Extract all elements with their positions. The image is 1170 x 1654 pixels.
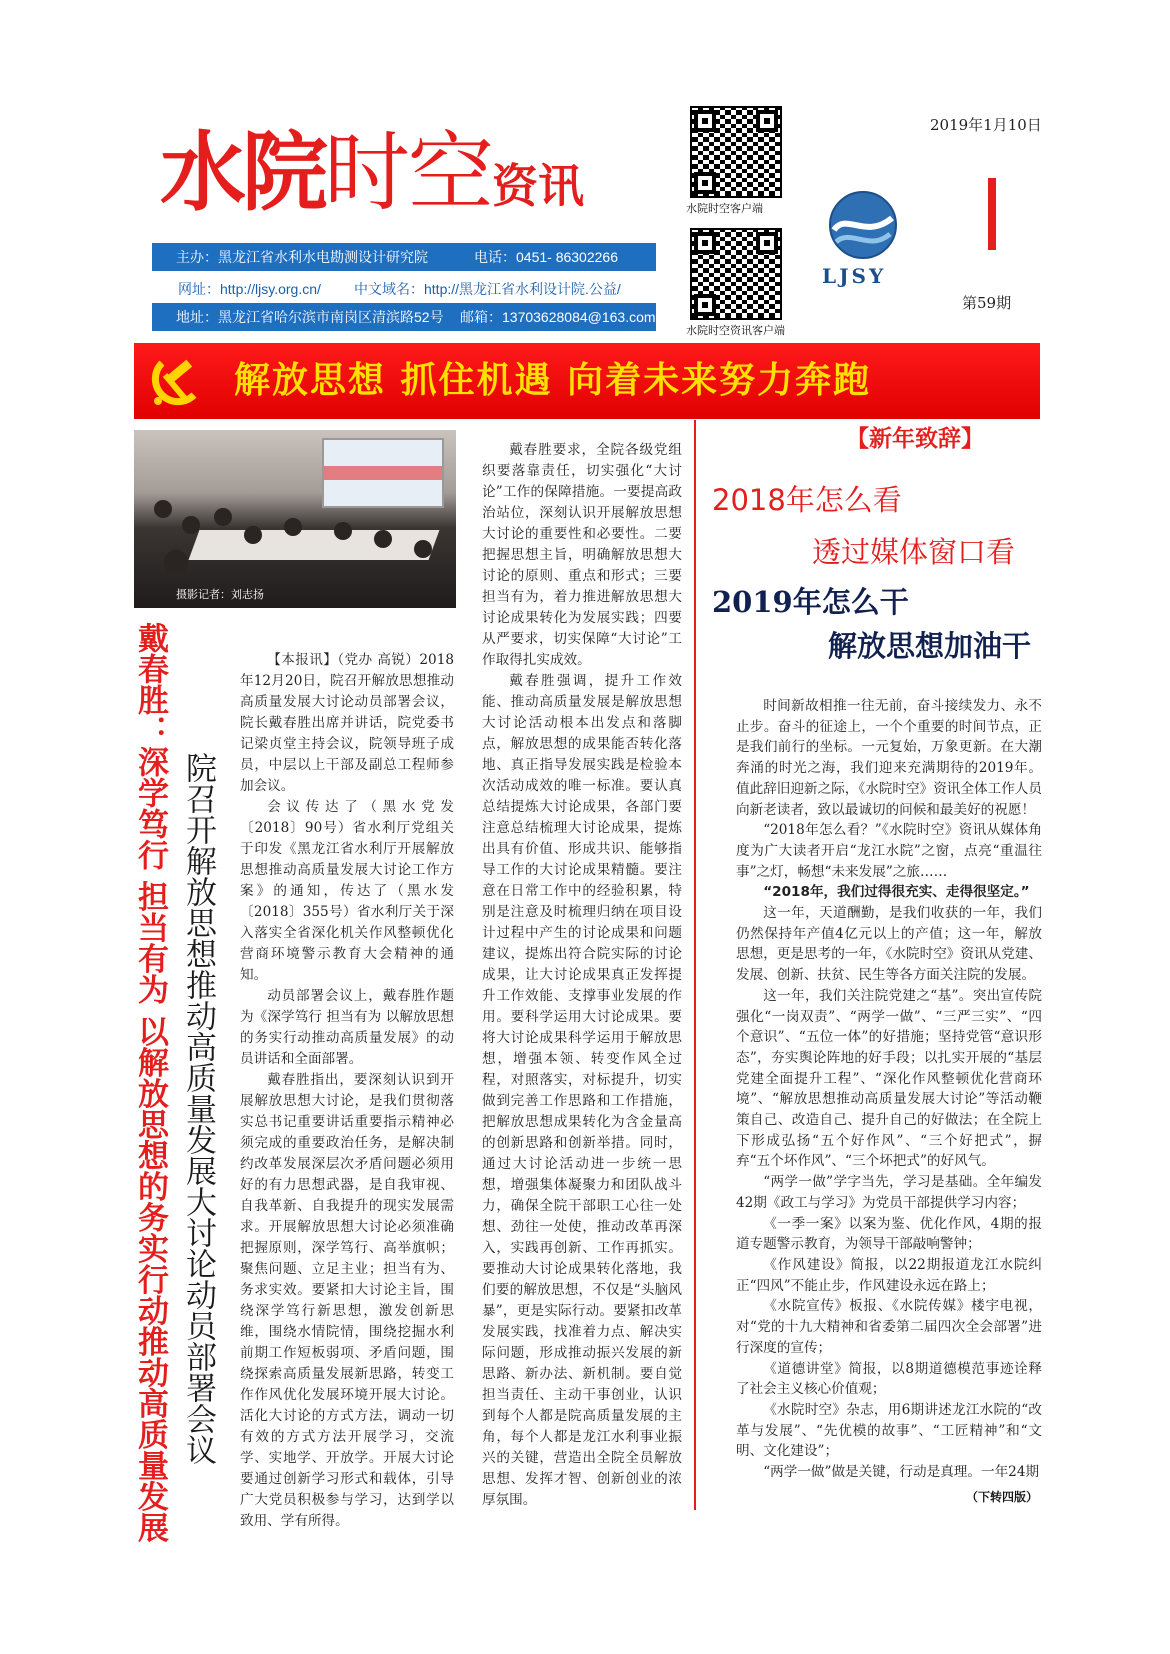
- photo-caption: 摄影记者：刘志扬: [176, 589, 264, 601]
- info-row-web: [152, 276, 656, 302]
- paragraph: 【本报讯】（党办 高锐）2018年12月20日，院召开解放思想推动高质量发展大讨论动员部署会议，院长戴春胜出席并讲话，院党委书记梁贞堂主持会议，院领导班子成员，中层以上干部及副总工程师参加会议。: [240, 652, 454, 794]
- logo-part-3: 资讯: [492, 159, 584, 213]
- qr-code-icon: [690, 106, 782, 198]
- qr-code-news-client[interactable]: [690, 228, 782, 320]
- paragraph: “2018年怎么看？”《水院时空》资讯从媒体角度为广大读者开启“龙江水院”之窗，点亮“重温往事”之灯，畅想“未来发展”之旅……: [736, 822, 1042, 880]
- paragraph: 《水院宣传》板报、《水院传媒》楼宇电视，对“党的十九大精神和省委第二届四次全会部署”进行深度的宣传；: [736, 1298, 1042, 1356]
- meeting-photo: [134, 430, 456, 608]
- qr-code-icon: [690, 228, 782, 320]
- paragraph: 戴春胜指出，要深刻认识到开展解放思想大讨论，是我们贯彻落实总书记重要讲话重要指示精神必须完成的重要政治任务，是解决制约改革发展深层次矛盾问题必须用好的有力思想武器，是自我审视、自我革新、自我提升的现实发展需求。开展解放思想大讨论必须准确把握原则，深学笃行、高举旗帜；聚焦问题、立足主业；担当有为、务求实效。要紧扣大讨论主旨，围绕深学笃行新思想，激发创新思维，围绕水情院情，围绕挖掘水利前期工作短板弱项、矛盾问题，围绕探索高质量发展新思路，转变工作作风优化发展环境开展大讨论。活化大讨论的方式方法，调动一切有效的方式方法开展学习，交流学、实地学、开放学。开展大讨论要通过创新学习形式和载体，引导广大党员积极参与学习，达到学以致用、学有所得。: [240, 1072, 454, 1529]
- org-emblem-icon: [826, 190, 900, 264]
- headline-2018-line1: 2018年怎么看: [712, 483, 902, 517]
- right-article-body: [736, 696, 1042, 1483]
- left-article-column-1: [240, 650, 454, 1532]
- paragraph: 戴春胜强调，提升工作效能、推动高质量发展是解放思想大讨论活动根本出发点和落脚点，解放思想的成果能否转化落地、真正指导发展实践是检验本次活动成效的唯一标准。要认真总结提炼大讨论成果，各部门要注意总结梳理大讨论成果，提炼出具有价值、形成共识、能够指导工作的大讨论成果精髓。要注意在日常工作中的经验积累，特别是注意及时梳理归纳在项目设计过程中产生的讨论成果和问题建议，提炼出符合院实际的讨论成果，让大讨论成果真正发挥提升工作效能、支撑事业发展的作用。要科学运用大讨论成果。要将大讨论成果科学运用于解放思想，增强本领、转变作风全过程，对照落实，对标提升，切实做到完善工作思路和工作措施，把解放思想成果转化为含金量高的创新思路和创新举措。同时，通过大讨论活动进一步统一思想，增强集体凝聚力和团队战斗力，确保全院干部职工心往一处想、劲往一处使，推动改革再深入，实践再创新、工作再抓实。要推动大讨论成果转化落地，我们要的解放思想，不仅是“头脑风暴”，更是实际行动。要紧扣改革发展实践，找准着力点、解决实际问题，形成推动振兴发展的新思路、新办法、新机制。要自觉担当责任、主动干事创业，认识到每个人都是院高质量发展的主角，每个人都是龙江水利事业振兴的关键，营造出全院全员解放思想、发挥才智、创新创业的浓厚氛围。: [482, 673, 682, 1508]
- headline-2019-line2: 解放思想加油干: [828, 629, 1032, 663]
- issue-date: 2019年1月10日: [930, 116, 1042, 134]
- paragraph: “两学一做”学字当先，学习是基础。全年编发42期《政工与学习》为党员干部提供学习内容；: [736, 1174, 1042, 1211]
- masthead-logo: [160, 118, 660, 228]
- sponsor-text: 主办：黑龙江省水利水电勘测设计研究院: [176, 249, 428, 265]
- slogan-banner: [134, 343, 1040, 419]
- email-text: 邮箱：13703628084@163.com: [460, 309, 656, 325]
- qr-caption-news-client: 水院时空资讯客户端: [686, 325, 785, 337]
- left-article-column-2: [482, 440, 682, 1511]
- paragraph: 这一年，天道酬勤，是我们收获的一年，我们仍然保持年产值4亿元以上的产值；这一年，解放思想，更是思考的一年，《水院时空》资讯从党建、发展、创新、扶贫、民生等各方面关注院的发展。: [736, 905, 1042, 984]
- section-kicker: 【新年致辞】: [846, 426, 984, 452]
- cn-domain-link[interactable]: 中文域名：http://黑龙江省水利设计院.公益/: [354, 281, 621, 297]
- sub-headline: 院召开解放思想推动高质量发展大讨论动员部署会议: [180, 752, 216, 1465]
- paragraph: 《道德讲堂》简报，以8期道德模范事迹诠释了社会主义核心价值观；: [736, 1360, 1042, 1398]
- column-divider: [694, 420, 696, 1510]
- paragraph: 动员部署会议上，戴春胜作题为《深学笃行 担当有为 以解放思想的务实行动推动高质量发展》的动员讲话和全面部署。: [240, 988, 454, 1067]
- paragraph: 《作风建设》简报，以22期报道龙江水院纠正“四风”不能止步，作风建设永远在路上；: [736, 1256, 1042, 1294]
- website-link[interactable]: 网址：http://ljsy.org.cn/: [178, 281, 321, 297]
- issue-number: 第59期: [962, 294, 1012, 312]
- projection-screen: [322, 438, 444, 508]
- logo-part-1: 水院: [160, 123, 324, 223]
- headline-2018-line2: 透过媒体窗口看: [812, 535, 1016, 569]
- logo-part-2: 时空: [324, 123, 492, 223]
- headline-2019-line1: 2019年怎么干: [712, 585, 909, 619]
- paragraph: 会议传达了（黑水党发〔2018〕90号）省水利厅党组关于印发《黑龙江省水利厅开展解放思想推动高质量发展大讨论工作方案》的通知，传达了（黑水发〔2018〕355号）省水利厅关于深入落实全省深化机关作风整顿优化营商环境警示教育大会精神的通知。: [240, 799, 454, 983]
- info-bar-sponsor: [152, 243, 656, 271]
- main-headline: 戴春胜：深学笃行 担当有为 以解放思想的务实行动推动高质量发展: [132, 622, 168, 1543]
- qr-caption-client: 水院时空客户端: [686, 203, 763, 215]
- continued-notice[interactable]: （下转四版）: [966, 1490, 1039, 1504]
- paragraph-quote: “2018年，我们过得很充实、走得很坚定。”: [763, 884, 1030, 901]
- issue-marker-bar: [988, 178, 996, 250]
- paragraph: 戴春胜要求，全院各级党组织要落靠责任，切实强化“大讨论”工作的保障措施。一要提高政治站位，深刻认识开展解放思想大讨论的重要性和必要性。二要把握思想主旨，明确解放思想大讨论的原则、重点和形式；三要担当有为，着力推进解放思想大讨论成果转化为发展实践；四要从严要求，切实保障“大讨论”工作取得扎实成效。: [482, 442, 682, 668]
- org-logo-text: LJSY: [822, 264, 887, 288]
- slogan-text: 解放思想 抓住机遇 向着未来努力奔跑: [234, 360, 872, 401]
- paragraph: 《一季一案》以案为鉴、优化作风，4期的报道专题警示教育，为领导干部敲响警钟；: [736, 1215, 1042, 1253]
- qr-code-client[interactable]: [690, 106, 782, 198]
- hammer-sickle-icon: [148, 355, 204, 413]
- paragraph: “两学一做”做是关键，行动是真理。一年24期: [763, 1464, 1040, 1481]
- phone-text: 电话：0451- 86302266: [474, 249, 618, 265]
- address-text: 地址：黑龙江省哈尔滨市南岗区清滨路52号: [176, 309, 444, 325]
- paragraph: 时间新故相推一往无前，奋斗接续发力、永不止步。奋斗的征途上，一个个重要的时间节点，正是我们前行的坐标。一元复始，万象更新。在大潮奔涌的时光之海，我们迎来充满期待的2019年。值此辞旧迎新之际，《水院时空》资讯全体工作人员向新老读者，致以最诚切的问候和最美好的祝愿！: [736, 698, 1042, 818]
- paragraph: 《水院时空》杂志，用6期讲述龙江水院的“改革与发展”、“先优模的故事”、“工匠精神”和“文明、文化建设”；: [736, 1401, 1042, 1460]
- conference-table: [189, 530, 440, 560]
- info-bar-address: [152, 303, 656, 331]
- paragraph: 这一年，我们关注院党建之“基”。突出宣传院强化“一岗双责”、“两学一做”、“三严三实”、“四个意识”、“五位一体”的好措施；坚持党管“意识形态”，夯实舆论阵地的好手段；以扎实开展的“基层党建全面提升工程”、“深化作风整顿优化营商环境”、“解放思想推动高质量发展大讨论”等活动鞭策自己、改造自己、提升自己的好做法；在全院上下形成弘扬“五个好作风”、“三个好把式”，摒弃“五个坏作风”、“三个坏把式”的好风气。: [736, 987, 1042, 1170]
